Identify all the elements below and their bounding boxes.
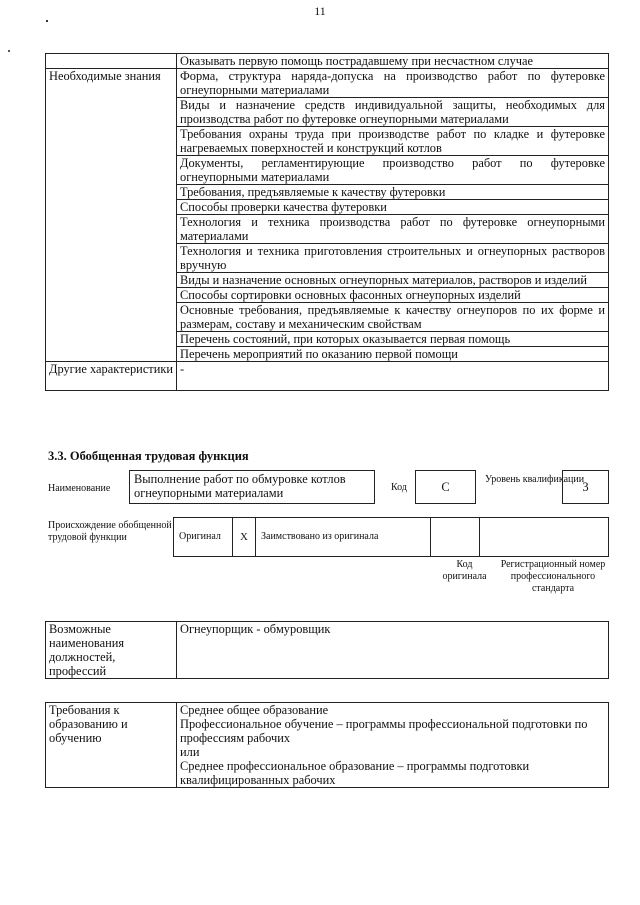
education-label: Требования к образованию и обучению bbox=[46, 703, 177, 788]
knowledge-item: Способы проверки качества футеровки bbox=[177, 200, 609, 215]
scan-speck bbox=[46, 20, 48, 22]
table-row bbox=[46, 69, 609, 98]
knowledge-item: Способы сортировки основных фасонных огнеупорных изделий bbox=[177, 288, 609, 303]
borrowed-cell: Заимствовано из оригинала bbox=[255, 517, 431, 557]
table-row bbox=[46, 362, 609, 391]
section-heading: 3.3. Обобщенная трудовая функция bbox=[48, 449, 249, 463]
knowledge-label: Необходимые знания bbox=[46, 69, 177, 362]
education-line: Профессиональное обучение – программы профессиональной подготовки по профессиям рабочих bbox=[180, 717, 588, 745]
level-box: 3 bbox=[562, 470, 609, 504]
knowledge-item: Перечень мероприятий по оказанию первой помощи bbox=[177, 347, 609, 362]
knowledge-item: Основные требования, предъявляемые к качеству огнеупоров по их форме и размерам, составу и механическим свойствам bbox=[177, 303, 609, 332]
name-label: Наименование bbox=[48, 483, 111, 494]
original-code-cell bbox=[430, 517, 480, 557]
positions-value: Огнеупорщик - обмуровщик bbox=[177, 622, 609, 679]
origin-label: Происхождение обобщенной трудовой функции bbox=[48, 520, 172, 543]
knowledge-item: Перечень состояний, при которых оказывается первая помощь bbox=[177, 332, 609, 347]
registration-number-caption: Регистрационный номер профессионального стандарта bbox=[500, 559, 606, 594]
scan-speck bbox=[8, 50, 10, 52]
positions-table bbox=[45, 621, 609, 679]
knowledge-item: Требования охраны труда при производстве работ по кладке и футеровке нагреваемых поверхностей и конструкций котлов bbox=[177, 127, 609, 156]
code-box: C bbox=[415, 470, 476, 504]
education-requirements bbox=[177, 703, 609, 788]
education-line: Среднее общее образование bbox=[180, 703, 329, 717]
code-label: Код bbox=[391, 482, 407, 493]
table-row bbox=[46, 703, 609, 788]
registration-number-cell bbox=[479, 517, 609, 557]
positions-label: Возможные наименования должностей, профессий bbox=[46, 622, 177, 679]
knowledge-item: Форма, структура наряда-допуска на производство работ по футеровке огнеупорными материалами bbox=[177, 69, 609, 98]
other-characteristics-label: Другие характеристики bbox=[46, 362, 177, 391]
table-row bbox=[46, 622, 609, 679]
knowledge-item: Технология и техника приготовления строительных и огнеупорных растворов вручную bbox=[177, 244, 609, 273]
empty-label-cell bbox=[46, 54, 177, 69]
original-mark-cell: X bbox=[232, 517, 256, 557]
original-cell: Оригинал bbox=[173, 517, 233, 557]
table-row bbox=[46, 54, 609, 69]
origin-row bbox=[173, 517, 609, 557]
knowledge-table bbox=[45, 53, 609, 391]
education-line: или bbox=[180, 745, 200, 759]
knowledge-item: Виды и назначение средств индивидуальной защиты, необходимых для производства работ по футеровке огнеупорными материалами bbox=[177, 98, 609, 127]
other-characteristics-value: - bbox=[177, 362, 609, 391]
knowledge-item: Документы, регламентирующие производство работ по футеровке огнеупорными материалами bbox=[177, 156, 609, 185]
knowledge-item: Технология и техника производства работ по футеровке огнеупорными материалами bbox=[177, 215, 609, 244]
function-name-box: Выполнение работ по обмуровке котлов огнеупорными материалами bbox=[129, 470, 375, 504]
education-table bbox=[45, 702, 609, 788]
knowledge-item: Требования, предъявляемые к качеству футеровки bbox=[177, 185, 609, 200]
knowledge-item: Виды и назначение основных огнеупорных материалов, растворов и изделий bbox=[177, 273, 609, 288]
first-aid-skill-cell: Оказывать первую помощь пострадавшему при несчастном случае bbox=[177, 54, 609, 69]
page-number: 11 bbox=[314, 4, 326, 18]
level-label: Уровень квалификации bbox=[485, 474, 585, 485]
code-original-caption: Код оригинала bbox=[442, 559, 487, 582]
education-line: Среднее профессиональное образование – программы подготовки квалифицированных рабочих bbox=[180, 759, 530, 787]
